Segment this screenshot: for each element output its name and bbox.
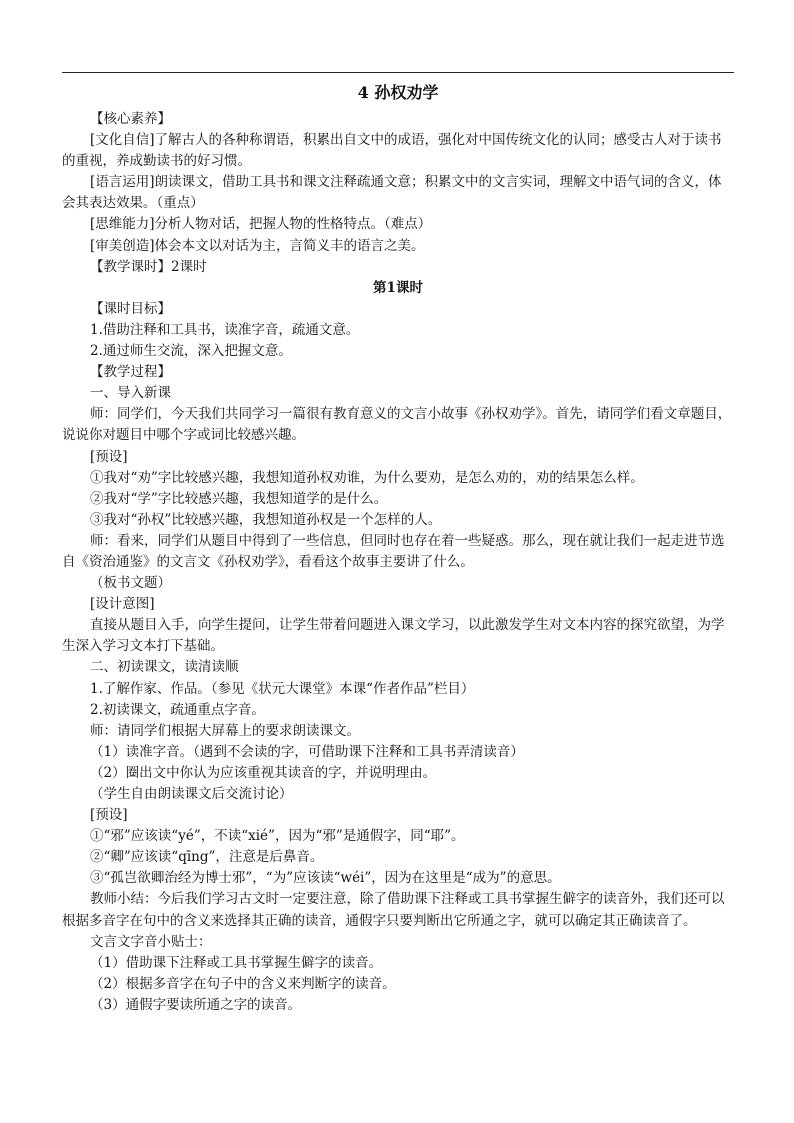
section-1-preset-2: ②我对“学”字比较感兴趣，我想知道学的是什么。	[90, 490, 388, 507]
section-2-preset: [预设]	[90, 807, 128, 824]
section-1-preset-3: ③我对“孙权”比较感兴趣，我想知道孙权是一个怎样的人。	[90, 511, 442, 528]
tip-3: （3）通假字要读所通之字的读音。	[90, 996, 302, 1013]
goals-heading: 【课时目标】	[90, 300, 171, 317]
section-2-heading: 二、初读课文，读清读顺	[90, 659, 239, 676]
goal-2: 2.通过师生交流，深入把握文意。	[90, 343, 292, 360]
section-2-teacher: 师：请同学们根据大屏幕上的要求朗读课文。	[90, 722, 360, 739]
goal-1: 1.借助注释和工具书，读准字音，疏通文意。	[90, 321, 360, 338]
teaching-period	[62, 257, 734, 278]
section-1-teacher-2: 师：看来，同学们从题目中得到了一些信息，但同时也存在着一些疑惑。那么，现在就让我们一起走进节选自《资治通鉴》的文言文《孙权劝学》，看看这个故事主要讲了什么。	[62, 532, 725, 570]
core-language: [语言运用]朗读课文，借助工具书和课文注释疏通文意；积累文中的文言实词，理解文中语气词的含义，体会其表达效果。（重点）	[62, 174, 722, 212]
section-1-preset-1: ①我对“劝”字比较感兴趣，我想知道孙权劝谁，为什么要劝，是怎么劝的，劝的结果怎么样。	[90, 469, 644, 486]
section-2-free-reading: （学生自由朗读课文后交流讨论）	[90, 786, 293, 802]
section-2-item-1: 1.了解作家、作品。（参见《状元大课堂》本课“作者作品”栏目）	[90, 680, 475, 697]
tip-2: （2）根据多音字在句子中的含义来判断字的读音。	[90, 975, 396, 992]
section-1-design: [设计意图]	[90, 596, 155, 613]
core-thinking: [思维能力]分析人物对话，把握人物的性格特点。（难点）	[90, 216, 432, 233]
section-1-board: （板书文题）	[90, 575, 171, 592]
section-2-item-2: 2.初读课文，疏通重点字音。	[90, 701, 265, 718]
section-1-heading: 一、导入新课	[90, 385, 171, 402]
section-2-summary: 教师小结：今后我们学习古文时一定要注意，除了借助课下注释或工具书掌握生僻字的读音外，我们还可以根据多音字在句中的含义来选择其正确的读音，通假字只要判断出它所通之字，就可以确定其正确读音了。	[62, 891, 725, 929]
process-heading: 【教学过程】	[90, 364, 171, 381]
section-2-req-1: （1）读准字音。（遇到不会读的字，可借助课下注释和工具书弄清读音）	[90, 743, 524, 760]
core-aesthetic: [审美创造]体会本文以对话为主，言简义丰的语言之美。	[90, 237, 425, 254]
period-value: 2课时	[171, 258, 207, 275]
core-heading: 【核心素养】	[90, 111, 171, 127]
document-body	[62, 82, 734, 1016]
section-2-preset-3: ③“孤岂欲卿治经为博士邪”，“为”应该读“wéi”，因为在这里是“成为”的意思。	[90, 870, 561, 887]
page-title: 4 孙权劝学	[357, 83, 439, 102]
section-1-teacher-1: 师：同学们，今天我们共同学习一篇很有教育意义的文言小故事《孙权劝学》。首先，请同学们看文章题目，说说你对题目中哪个字或词比较感兴趣。	[62, 406, 732, 444]
core-culture: [文化自信]了解古人的各种称谓语，积累出自文中的成语，强化对中国传统文化的认同；感受古人对于读书的重视，养成勤读书的好习惯。	[62, 132, 722, 170]
section-2-preset-2: ②“卿”应该读“qīng”，注意是后鼻音。	[90, 849, 324, 866]
section-2-req-2: （2）圈出文中你认为应该重视其读音的字，并说明理由。	[90, 764, 437, 781]
period-label: 【教学课时】	[90, 258, 171, 275]
section-1-preset: [预设]	[90, 448, 128, 465]
tips-heading: 文言文字音小贴士：	[90, 933, 212, 950]
tip-1: （1）借助课下注释或工具书掌握生僻字的读音。	[90, 954, 383, 971]
section-1-design-text: 直接从题目入手，向学生提问，让学生带着问题进入课文学习，以此激发学生对文本内容的探究欲望，为学生深入学习文本打下基础。	[62, 617, 725, 655]
lesson-title: 第1课时	[373, 279, 423, 296]
section-2-preset-1: ①“邪”应该读“yé”，不读“xié”，因为“邪”是通假字，同“耶”。	[90, 828, 465, 845]
header-rule	[62, 72, 734, 73]
